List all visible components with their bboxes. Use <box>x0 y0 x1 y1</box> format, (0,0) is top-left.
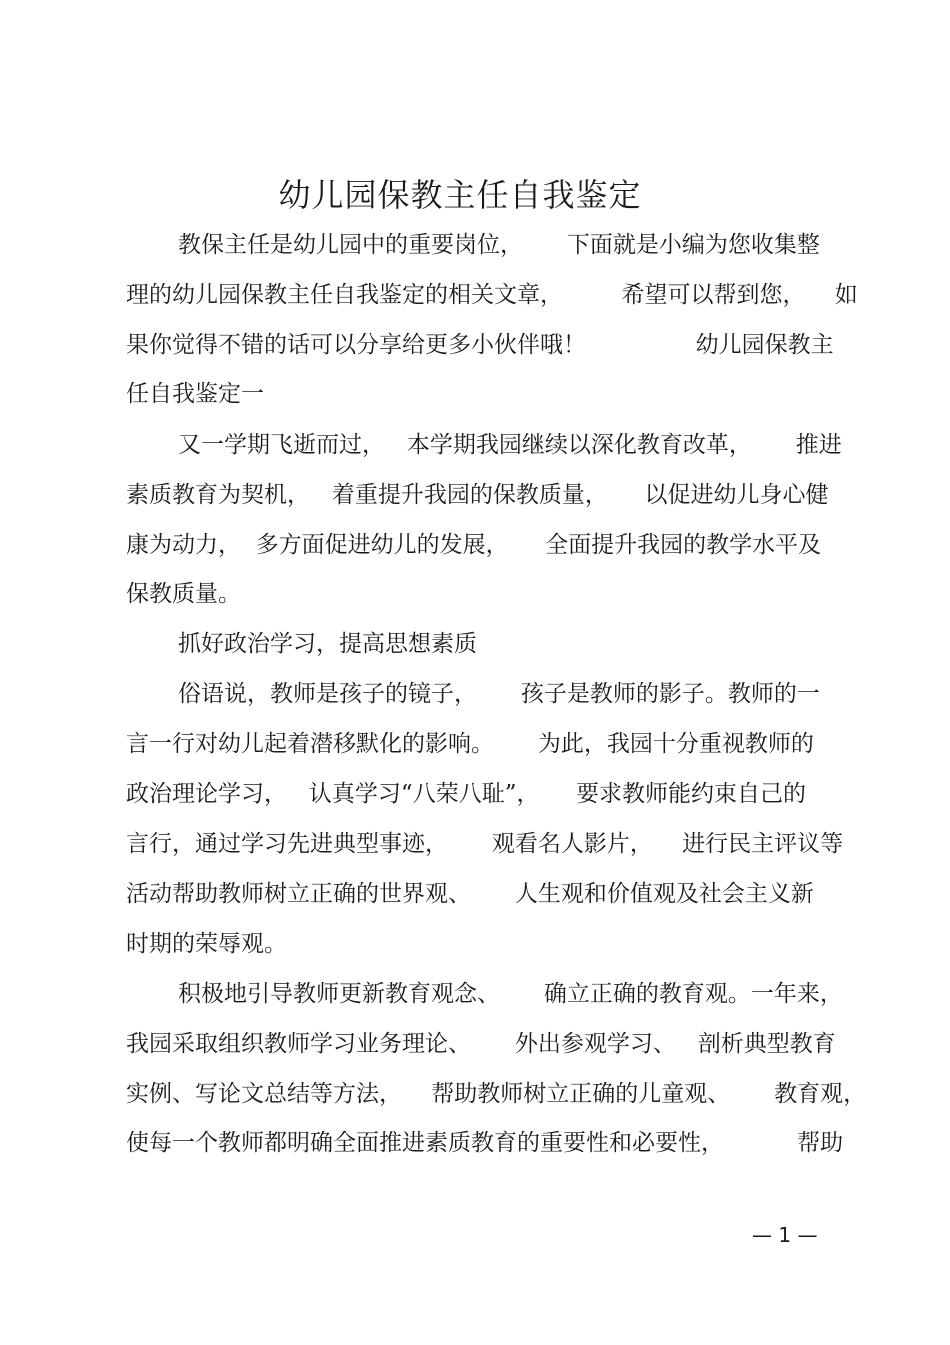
body-line: 任自我鉴定一 <box>126 381 264 407</box>
body-line: 俗语说，教师是孩子的镜子， 孩子是教师的影子。教师的一 <box>178 681 820 707</box>
body-line: 积极地引导教师更新教育观念、 确立正确的教育观。一年来， <box>178 981 843 1007</box>
body-line: 时期的荣辱观。 <box>126 931 287 957</box>
body-line: 言一行对幼儿起着潜移默化的影响。 为此，我园十分重视教师的 <box>126 731 814 757</box>
body-line: 保教质量。 <box>126 581 241 607</box>
body-line: 素质教育为契机， 着重提升我园的保教质量， 以促进幼儿身心健 <box>126 482 829 508</box>
body-line: 我园采取组织教师学习业务理论、 外出参观学习、 剖析典型教育 <box>126 1031 836 1057</box>
body-line: 理的幼儿园保教主任自我鉴定的相关文章， 希望可以帮到您， 如 <box>126 282 858 308</box>
body-line: 政治理论学习， 认真学习“八荣八耻”， 要求教师能约束自己的 <box>126 781 807 807</box>
page-number: — 1 — <box>752 1223 818 1247</box>
body-line: 言行，通过学习先进典型事迹， 观看名人影片， 进行民主评议等 <box>126 831 844 857</box>
body-line: 又一学期飞逝而过， 本学期我园继续以深化教育改革， 推进 <box>178 432 842 458</box>
body-line: 使每一个教师都明确全面推进素质教育的重要性和必要性， 帮助 <box>126 1130 844 1156</box>
body-line: 果你觉得不错的话可以分享给更多小伙伴哦！ 幼儿园保教主 <box>126 332 834 358</box>
body-line: 实例、写论文总结等方法， 帮助教师树立正确的儿童观、 教育观， <box>126 1081 867 1107</box>
section-heading: 抓好政治学习，提高思想素质 <box>178 631 477 657</box>
body-line: 教保主任是幼儿园中的重要岗位， 下面就是小编为您收集整 <box>178 232 820 258</box>
body-line: 活动帮助教师树立正确的世界观、 人生观和价值观及社会主义新 <box>126 881 814 907</box>
body-line: 康为动力， 多方面促进幼儿的发展， 全面提升我园的教学水平及 <box>126 532 822 558</box>
page-title: 幼儿园保教主任自我鉴定 <box>278 176 642 214</box>
